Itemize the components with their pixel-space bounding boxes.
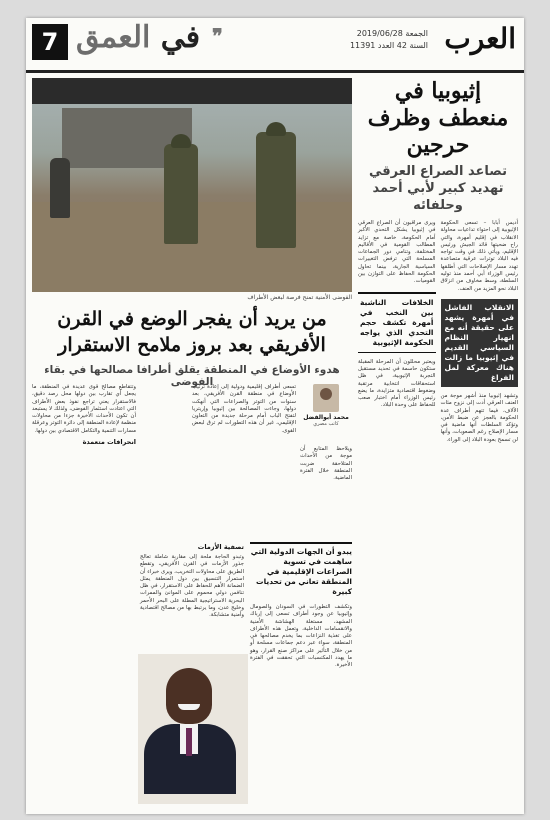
photo-person-left [50, 158, 70, 218]
portrait-tie [186, 728, 192, 756]
main-photo [32, 78, 352, 292]
quote-marks-icon: ❞ [212, 24, 223, 48]
ethiopia-body [358, 220, 518, 444]
ethiopia-story [358, 78, 518, 808]
article-column-3: وتبدو الحاجة ملحة إلى مقاربة شاملة تعالج جذور الأزمات في القرن الأفريقي، وتقطع الطريق على محاولات التخريب، ويرى خبراء أن استمرار التنسيق بين دول المنطقة يمثل الضمانة الأهم للحفاظ على الاستقرار، في ظل تنافس دولي محموم على الموانئ والممرات البحرية الاستراتيجية المطلة على البحر الأحمر وخليج عدن، وما يرتبط بها من مصالح اقتصادية وأمنية متشابكة. [140, 554, 244, 619]
photo-soldier-1 [164, 144, 198, 244]
portrait-photo [138, 654, 248, 804]
ethiopia-pull-quote-2: الانقلاب الفاشل في أمهرة يشهد على حقيقة أنه مع انهيار النظام السياسي القديم في إثيوبيا ما زالت هناك معركة لمل الفراغ [441, 299, 519, 387]
author-role: كاتب مصري [313, 421, 339, 427]
photo-helmet-2 [266, 122, 286, 136]
author-photo [313, 384, 339, 412]
page-number: 7 [32, 24, 68, 60]
main-subhead: هدوء الأوضاع في المنطقة يقلق أطرافا مصالحها في بقاء الفوضى [44, 364, 340, 388]
portrait-head [166, 668, 212, 724]
ethiopia-paragraph-1: أديس أبابا – تسعى الحكومة الإثيوبية إلى احتواء تداعيات محاولة الانقلاب في إقليم أمهرة، والتي راح ضحيتها قائد الجيش ورئيس الإقليم، ويأتي ذلك في وقت تواجه فيه البلاد توترات عرقية متصاعدة تهدد مسار الإصلاحات التي أطلقها رئيس الوزراء أبي أحمد منذ توليه السلطة، وسط مخاوف من انزلاق البلاد نحو المزيد من العنف. [440, 220, 518, 292]
photo-caption: الفوضى الأمنية تمنح فرصة لبعض الأطراف [247, 294, 352, 301]
article-column-2: وتكشف التطورات في السودان والصومال وإثيوبيا عن وجود أطراف تسعى إلى إرباك المشهد، مستغلة الهشاشة الأمنية والانقسامات الداخلية، وتعمل هذه الأطراف على تغذية النزاعات بما يخدم مصالحها في المنطقة، سواء عبر دعم جماعات مسلحة أو من خلال التأثير على مراكز صنع القرار، وهو ما يهدد المكتسبات التي تحققت في الفترة الأخيرة. [250, 604, 352, 669]
author-name: محمد أبوالفضل [303, 414, 349, 421]
issue-date: الجمعة 2019/06/28 [356, 29, 428, 38]
section-word: العمق [76, 20, 151, 55]
photo-helmet-1 [171, 134, 191, 148]
ethiopia-paragraph-4: ويعتبر محللون أن المرحلة المقبلة ستكون حاسمة في تحديد مستقبل التجربة الإثيوبية، في ظل استحقاقات انتخابية مرتقبة وضغوط اقتصادية متزايدة، ما يضع رئيس الوزراء أمام اختبار صعب للحفاظ على وحدة البلاد. [358, 358, 436, 409]
masthead [26, 18, 524, 70]
author-box [300, 384, 352, 427]
article-subhead-1: تصفية الأزمات [197, 543, 244, 551]
ethiopia-title: إثيوبيا في منعطف وظرف حرجين [367, 78, 509, 158]
ethiopia-column-left [358, 220, 436, 444]
article-subhead-2: انحرافات متعمدة [82, 438, 136, 447]
ethiopia-paragraph-3: وتشهد إثيوبيا منذ أشهر موجة من العنف العرقي أدت إلى نزوح مئات الآلاف، فيما تتهم أطراف عدة الحكومة بالعجز عن ضبط الأمن، وتؤكد السلطات أنها ماضية في مسار الإصلاح رغم الصعوبات، وأنها لن تسمح بعودة البلاد إلى الوراء. [440, 392, 518, 443]
article-column-1b: ويلاحظ المتابع أن موجة من الأحداث المتلاحقة ضربت المنطقة خلال الفترة الماضية. [300, 446, 352, 482]
article-box-quote: يبدو أن الجهات الدولية التي ساهمت في تسوية الصراعات الإقليمية في المنطقة تعاني من تحديات كبيرة [250, 542, 352, 597]
issue-info [338, 28, 428, 52]
article-column-4: وتتقاطع مصالح قوى عديدة في المنطقة، ما يجعل أي تقارب بين دولها محل رصد دقيق، فالاستقرار يعني تراجع نفوذ بعض الأطراف التي اعتادت استثمار الفوضى، ولذلك لا يستبعد أن تكون الأحداث الأخيرة جزءا من محاولات منظمة لإعادة المنطقة إلى دائرة التوتر وعرقلة مسارات التنمية والتكامل الاقتصادي بين دولها. [32, 384, 136, 434]
issue-number: السنة 42 العدد 11391 [349, 41, 428, 50]
photo-soldier-2 [256, 132, 296, 248]
article-column-1: تسعى أطراف إقليمية ودولية إلى إعادة ترتيب الأوضاع في منطقة القرن الأفريقي، بعد سنوات من التوتر والصراعات التي أنهكت دولها، وجاءت المصالحة بين إثيوبيا وإريتريا لتفتح الباب أمام مرحلة جديدة من التعاون الإقليمي، غير أن هذه التطورات لم ترق لبعض القوى. [192, 384, 296, 434]
section-title [76, 20, 200, 55]
newspaper-logo: العرب [444, 22, 516, 55]
ethiopia-subtitle: تصاعد الصراع العرقي تهديد كبير لأبي أحمد وحلفائه [368, 164, 507, 213]
portrait-smile [178, 704, 200, 710]
main-headline: من يريد أن يفجر الوضع في القرن الأفريقي بعد بروز ملامح الاستقرار [57, 308, 327, 356]
photo-roof [32, 78, 352, 104]
newspaper-page [26, 18, 524, 814]
ethiopia-column-right [441, 220, 519, 444]
section-prefix: في [150, 20, 201, 55]
ethiopia-paragraph-2: ويرى مراقبون أن الصراع العرقي في إثيوبيا يشكل التحدي الأكبر أمام الحكومة، خاصة مع تزايد المطالب القومية في الأقاليم المختلفة، وتنامي دور الجماعات المسلحة التي ترفض التغييرات السياسية الجارية، بينما تحاول الحكومة الحفاظ على التوازن بين القوميات. [358, 220, 436, 285]
ethiopia-pull-quote: الخلافات الناشبة بين النخب في أمهرة تكشف حجم التحدي الذي يواجه الحكومة الإثيوبية [358, 292, 436, 353]
article-column-4-wrap [32, 384, 136, 634]
masthead-rule [26, 70, 524, 73]
